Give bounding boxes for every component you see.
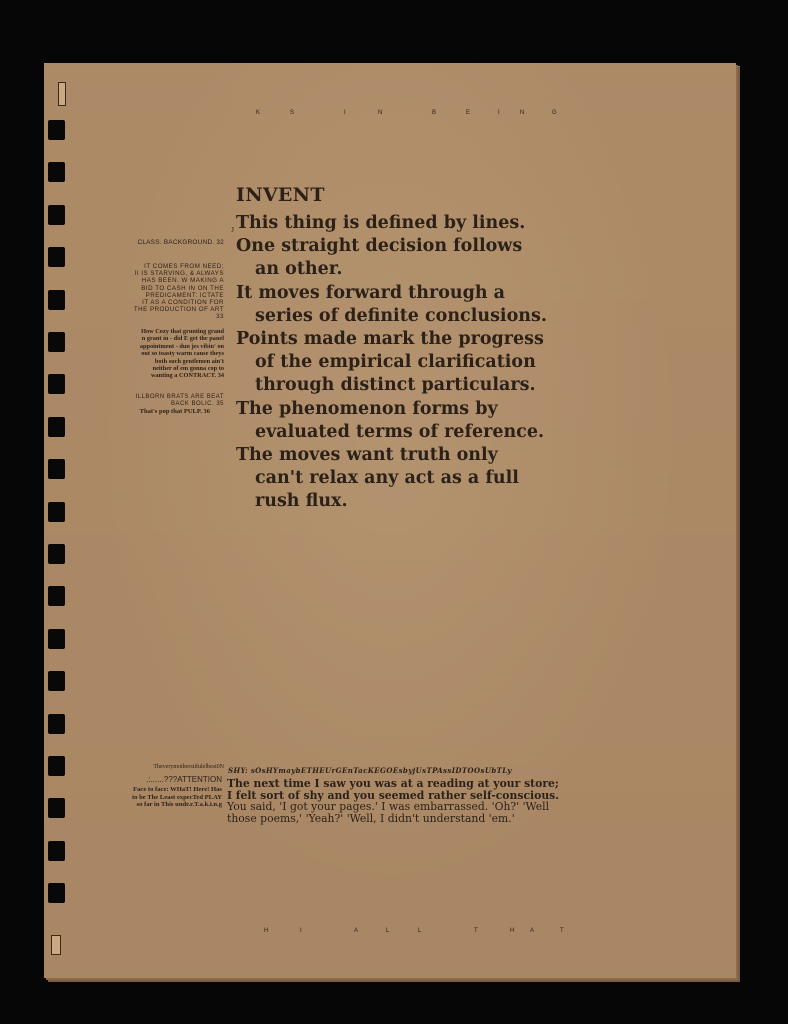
poem-line: One straight decision follows: [236, 236, 523, 257]
spaced-letter: T: [474, 928, 479, 934]
shy-line: SHY: sOsHYmaybETHEUrGEnTacKEGOEsbyjUsTPAssIDTOOsUbTLy: [228, 766, 512, 775]
note-line: appointment - dun jes vibin' on: [139, 342, 224, 350]
margin-note-pulp: That's pop that PULP. 36: [139, 408, 210, 415]
spaced-letter: A: [530, 928, 536, 934]
bottom-note-very: Theverymotherstifulelbest0N: [153, 764, 224, 770]
binding-ring: [48, 332, 65, 352]
notebook-page: [44, 63, 736, 978]
spaced-letter: A: [354, 928, 360, 934]
binding-ring: [48, 714, 65, 734]
poem-body: [236, 212, 576, 514]
note-line: n grant in - did E get the panel: [141, 335, 224, 343]
note-line: BACK BOLIC. 35: [170, 401, 224, 408]
story-plain: You said, 'I got your pages.' I was embarrassed. 'Oh?' 'Well those poems,' 'Yeah?' 'Well, I didn't understand 'em.': [227, 800, 550, 825]
note-line: THE PRODUCTION OF ART: [133, 306, 224, 314]
poem-title: INVENT: [236, 184, 325, 206]
bottom-note-attention: .:......???ATTENTION: [146, 775, 222, 784]
note-line: II IS STARVING, & ALWAYS: [134, 270, 224, 278]
spiral-binding: [48, 120, 66, 920]
binding-ring: [48, 162, 65, 182]
margin-note-class: CLASS. BACKGROUND. 32: [137, 239, 224, 246]
note-line: Face to face: WHaT! Here! Has: [133, 786, 222, 793]
binding-ring: [48, 586, 65, 606]
note-line: so far in This undr.r.T.a.k.i.n.g: [136, 801, 222, 809]
poem-line: Points made mark the progress: [236, 329, 544, 350]
binding-ring: [48, 629, 65, 649]
binding-ring: [48, 883, 65, 903]
spaced-letter: N: [520, 110, 526, 116]
binding-ring: [48, 756, 65, 776]
spaced-letter: T: [560, 928, 565, 934]
margin-note-j: J: [231, 226, 234, 234]
binding-ring: [48, 417, 65, 437]
binding-ring: [48, 459, 65, 479]
story-paragraph: [227, 778, 567, 824]
note-line: HAS BEEN. W MAKING A: [141, 277, 224, 285]
binding-ring: [48, 120, 65, 140]
note-line: out so toasty warm cause theys: [141, 350, 224, 358]
spaced-letter: S: [290, 110, 296, 116]
poem-line: an other.: [255, 259, 343, 280]
note-line: to be The Least expecTed PLAY: [131, 793, 222, 801]
note-line: 33: [216, 313, 224, 321]
note-line: BID TO CASH IN ON THE: [141, 284, 224, 292]
binding-ring: [48, 671, 65, 691]
spaced-letter: E: [466, 110, 472, 116]
note-line: IT AS A CONDITION FOR: [142, 299, 224, 307]
note-line: both such gentlemen ain't: [154, 357, 224, 365]
note-line: wanting a CONTRACT. 34: [150, 372, 224, 380]
top-tab-mark: [58, 82, 66, 106]
poem-line: can't relax any act as a full: [255, 468, 519, 489]
binding-ring: [48, 205, 65, 225]
spaced-letter: I: [344, 110, 347, 116]
binding-ring: [48, 374, 65, 394]
margin-note-need: [104, 263, 224, 321]
spaced-letter: L: [418, 928, 423, 934]
poem-line: of the empirical clarification: [255, 352, 536, 373]
spaced-letter: H: [510, 928, 516, 934]
poem-line: rush flux.: [255, 491, 348, 512]
poem-line: The phenomenon forms by: [236, 398, 498, 419]
bottom-tab-mark: [51, 935, 61, 955]
margin-note-brats: [104, 394, 224, 409]
note-line: How Cozy that grunting grand: [141, 328, 224, 335]
poem-line: It moves forward through a: [236, 282, 505, 303]
binding-ring: [48, 247, 65, 267]
spaced-letter: L: [386, 928, 391, 934]
binding-ring: [48, 841, 65, 861]
spaced-letter: K: [256, 110, 262, 116]
spaced-letter: N: [378, 110, 384, 116]
binding-ring: [48, 290, 65, 310]
spaced-letter: G: [552, 110, 558, 116]
spaced-letter: H: [264, 928, 270, 934]
poem-line: The moves want truth only: [236, 445, 498, 466]
margin-note-cozy: [104, 328, 224, 380]
binding-ring: [48, 798, 65, 818]
poem-line: evaluated terms of reference.: [255, 421, 545, 442]
poem-line: This thing is defined by lines.: [236, 213, 526, 233]
note-line: ILLBORN BRATS ARE BEAT: [135, 394, 224, 400]
note-line: neither of em gonna cop to: [152, 365, 224, 373]
poem-line: through distinct particulars.: [255, 375, 536, 396]
bottom-note-face: [104, 786, 222, 809]
spaced-letter: I: [300, 928, 303, 934]
poem-line: series of definite conclusions.: [255, 305, 547, 326]
note-line: IT COMES FROM NEED;: [144, 263, 224, 270]
story-bold: The next time I saw you was at a reading at your store; I felt sort of shy and you seemed rather self-conscious.: [227, 777, 560, 802]
binding-ring: [48, 544, 65, 564]
note-line: PREDICAMENT: ICTATE: [145, 291, 224, 299]
spaced-letter: B: [432, 110, 438, 116]
spaced-letter: I: [498, 110, 501, 116]
binding-ring: [48, 502, 65, 522]
